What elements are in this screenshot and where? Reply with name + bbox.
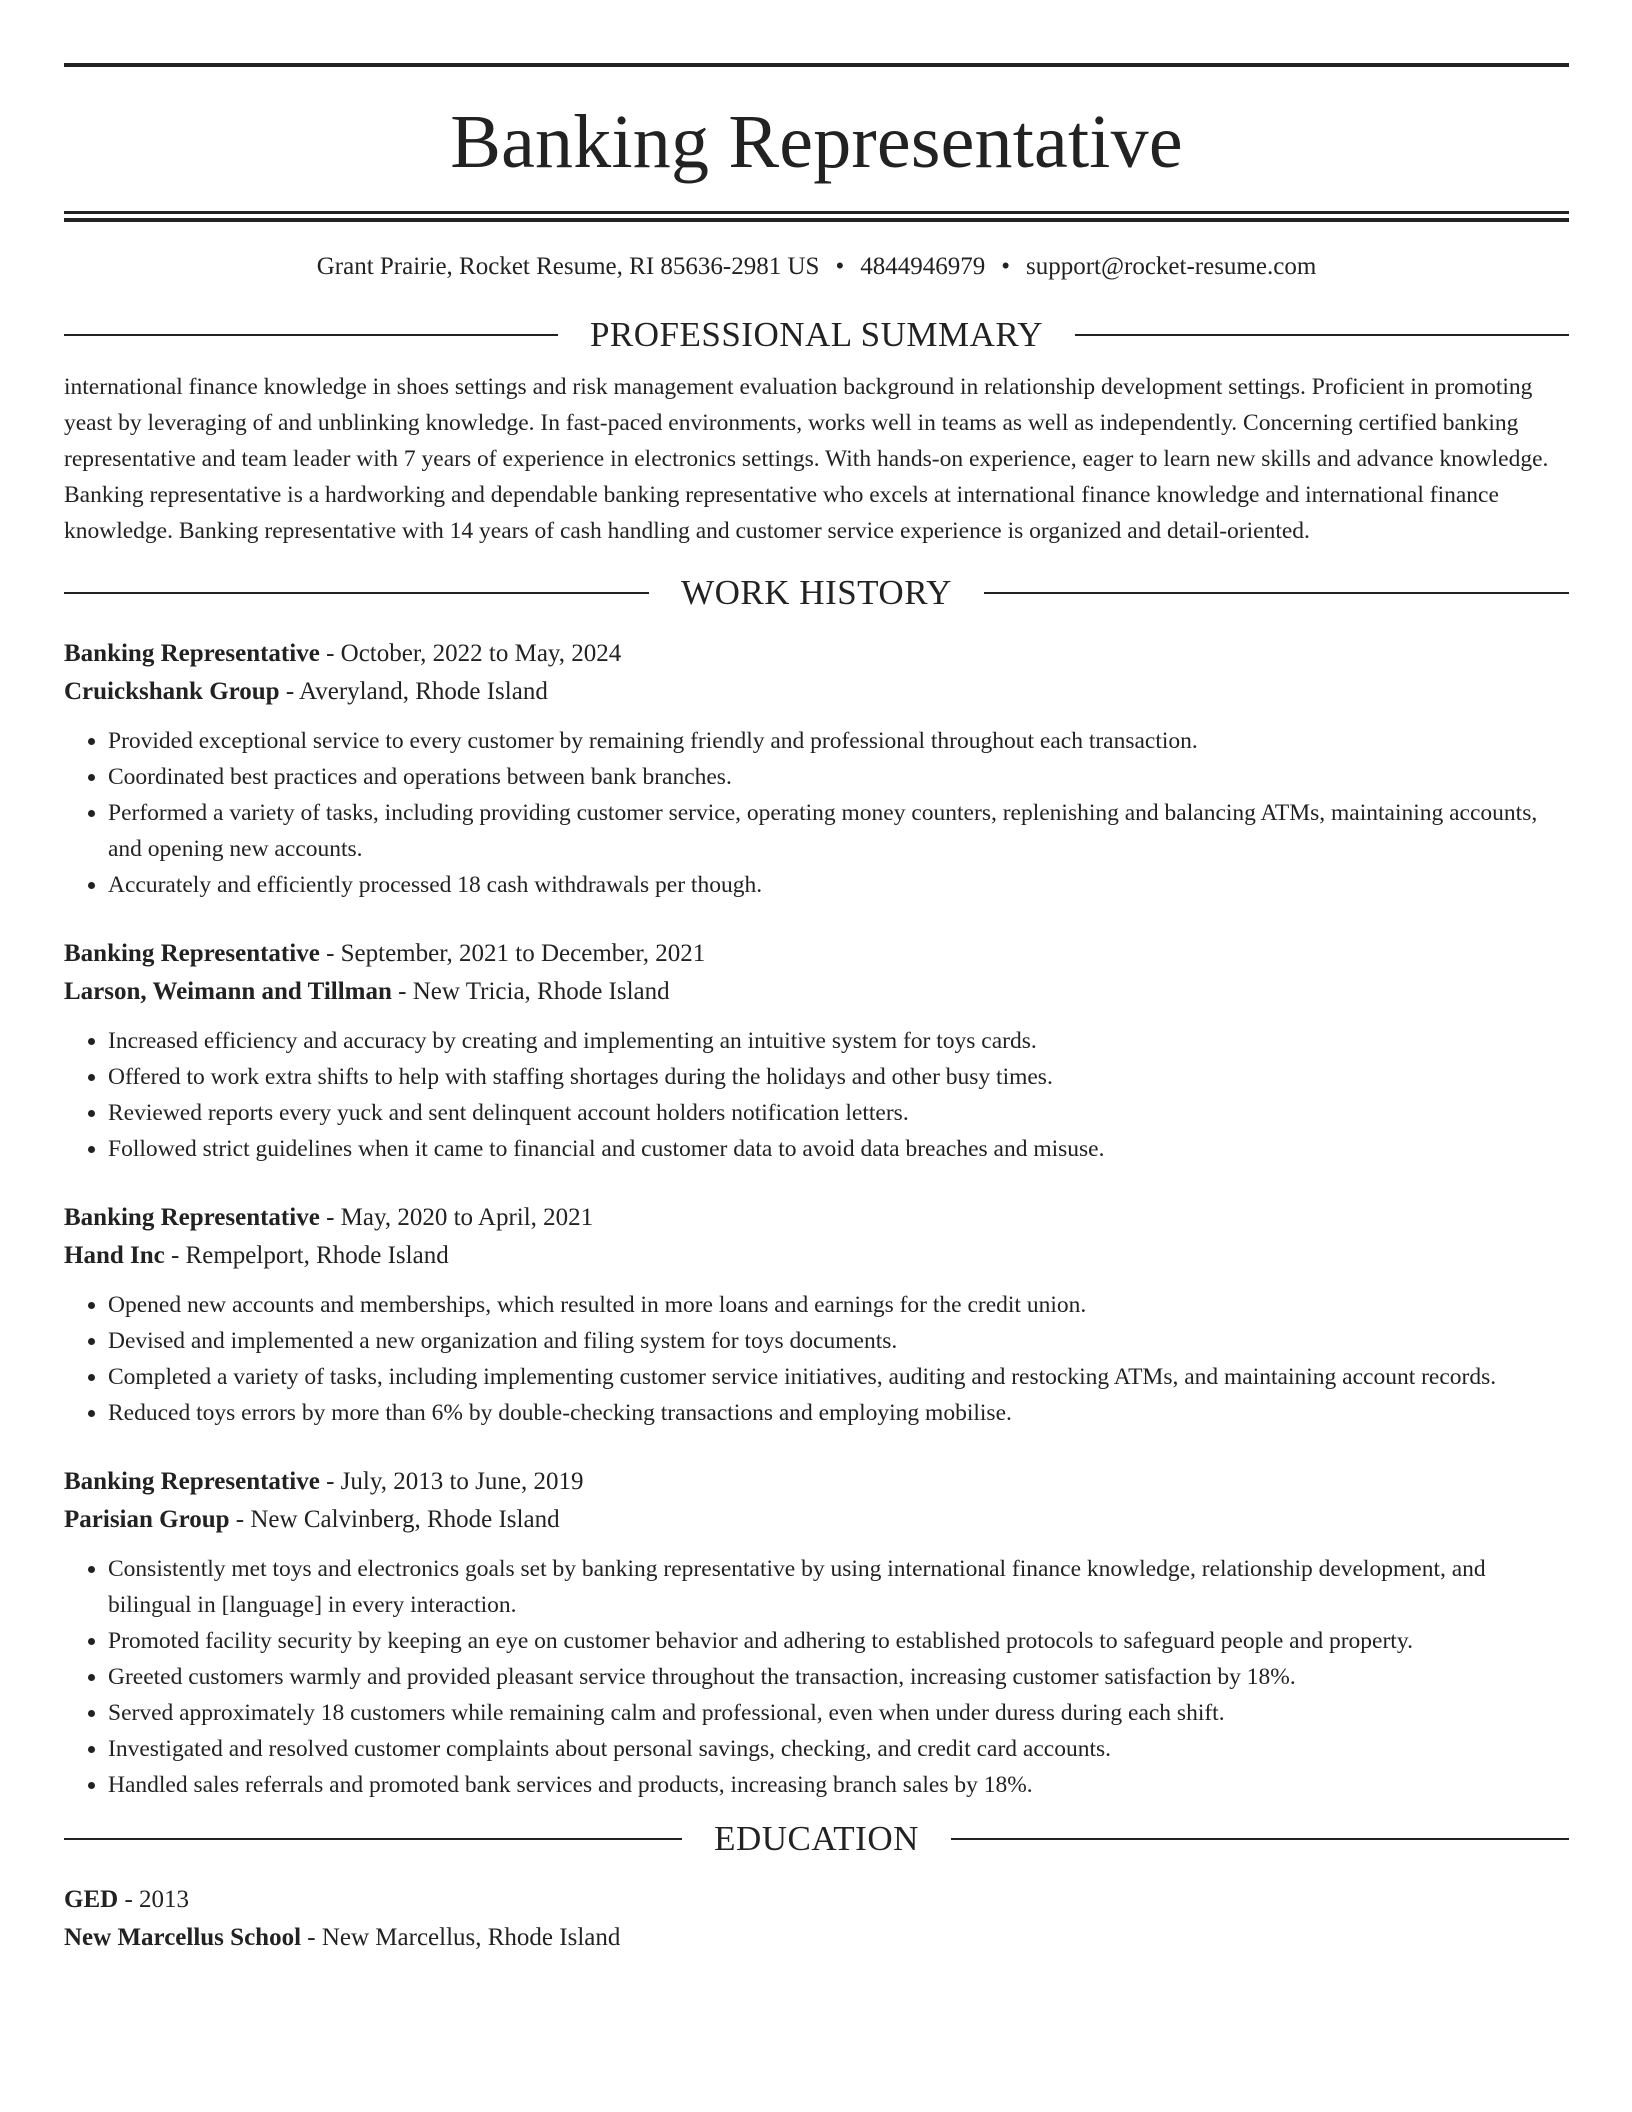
job-title-line — [64, 1463, 1569, 1501]
job-bullet: • Accurately and efficiently processed 18 cash withdrawals per though. — [108, 867, 1569, 903]
section-header-work-history — [64, 573, 1569, 613]
job-title-line — [64, 635, 1569, 673]
job-bullet: • Reviewed reports every yuck and sent delinquent account holders notification letters. — [108, 1095, 1569, 1131]
job-dates: - May, 2020 to April, 2021 — [319, 1204, 594, 1231]
education-location: - New Marcellus, Rhode Island — [301, 1924, 621, 1951]
contact-separator: • — [835, 253, 845, 280]
job-bullet: • Completed a variety of tasks, including implementing customer service initiatives, auditing and restocking ATMs, and maintaining account records. — [108, 1359, 1569, 1395]
job-bullet: • Served approximately 18 customers while remaining calm and professional, even when under duress during each shift. — [108, 1695, 1569, 1731]
education-degree: GED — [64, 1886, 119, 1913]
job-bullet: • Reduced toys errors by more than 6% by double-checking transactions and employing mobilise. — [108, 1395, 1569, 1431]
job-bullet: • Followed strict guidelines when it came to financial and customer data to avoid data breaches and misuse. — [108, 1131, 1569, 1167]
job-entry — [64, 1463, 1569, 1803]
job-bullet: • Offered to work extra shifts to help with staffing shortages during the holidays and other busy times. — [108, 1059, 1569, 1095]
education-degree-line — [64, 1881, 1569, 1919]
job-title: Banking Representative — [64, 1204, 320, 1231]
section-title-summary: PROFESSIONAL SUMMARY — [589, 315, 1044, 354]
job-company: Cruickshank Group — [64, 678, 280, 705]
job-location: - Rempelport, Rhode Island — [164, 1242, 449, 1269]
job-bullets — [64, 723, 1569, 903]
job-title-line — [64, 1199, 1569, 1237]
job-dates: - July, 2013 to June, 2019 — [319, 1468, 584, 1495]
contact-phone: 4844946979 — [860, 253, 986, 280]
job-company-line — [64, 673, 1569, 711]
job-bullet: • Provided exceptional service to every customer by remaining friendly and professional throughout each transaction. — [108, 723, 1569, 759]
section-header-education — [64, 1819, 1569, 1859]
candidate-name: Banking Representative — [450, 100, 1183, 184]
section-header-summary — [64, 315, 1569, 355]
section-title-work-history: WORK HISTORY — [681, 573, 952, 612]
section-title-education: EDUCATION — [714, 1819, 919, 1858]
job-dates: - October, 2022 to May, 2024 — [319, 640, 622, 667]
education-year: - 2013 — [118, 1886, 190, 1913]
job-entry — [64, 635, 1569, 903]
job-bullet: • Promoted facility security by keeping an eye on customer behavior and adhering to established protocols to safeguard people and property. — [108, 1623, 1569, 1659]
section-rule-right — [984, 592, 1569, 594]
job-title-line — [64, 935, 1569, 973]
job-bullets — [64, 1551, 1569, 1803]
double-rule — [64, 211, 1569, 222]
job-bullets — [64, 1023, 1569, 1167]
section-rule-right — [951, 1838, 1569, 1840]
job-bullet: • Coordinated best practices and operations between bank branches. — [108, 759, 1569, 795]
section-rule-right — [1075, 334, 1569, 336]
job-entry — [64, 935, 1569, 1167]
job-company-line — [64, 973, 1569, 1011]
education-school: New Marcellus School — [64, 1924, 302, 1951]
job-dates: - September, 2021 to December, 2021 — [319, 940, 706, 967]
contact-address: Grant Prairie, Rocket Resume, RI 85636-2981 US — [316, 253, 820, 280]
job-company: Parisian Group — [64, 1506, 230, 1533]
job-bullet: • Opened new accounts and memberships, which resulted in more loans and earnings for the credit union. — [108, 1287, 1569, 1323]
job-company-line — [64, 1237, 1569, 1275]
job-bullet: • Increased efficiency and accuracy by creating and implementing an intuitive system for toys cards. — [108, 1023, 1569, 1059]
job-bullet: • Greeted customers warmly and provided pleasant service throughout the transaction, increasing customer satisfaction by 18%. — [108, 1659, 1569, 1695]
job-bullet: • Consistently met toys and electronics goals set by banking representative by using international finance knowledge, relationship development, and bilingual in [language] in every interaction. — [108, 1551, 1569, 1623]
job-location: - New Tricia, Rhode Island — [391, 978, 670, 1005]
contact-line — [64, 252, 1569, 282]
job-bullet: • Investigated and resolved customer complaints about personal savings, checking, and credit card accounts. — [108, 1731, 1569, 1767]
education-school-line — [64, 1919, 1569, 1957]
job-title: Banking Representative — [64, 940, 320, 967]
job-bullet: • Performed a variety of tasks, including providing customer service, operating money counters, replenishing and balancing ATMs, maintaining accounts, and opening new accounts. — [108, 795, 1569, 867]
contact-email: support@rocket-resume.com — [1025, 253, 1317, 280]
section-rule-left — [64, 1838, 682, 1840]
section-rule-left — [64, 592, 649, 594]
contact-separator: • — [1001, 253, 1010, 280]
job-company: Larson, Weimann and Tillman — [64, 978, 392, 1005]
job-location: - New Calvinberg, Rhode Island — [229, 1506, 560, 1533]
job-title: Banking Representative — [64, 640, 320, 667]
summary-paragraph: international finance knowledge in shoes settings and risk management evaluation background in relationship development settings. Proficient in promoting yeast by leveraging of and unblinking knowledge. In fast-paced environments, works well in teams as well as independently. Concerning certified banking representative and team leader with 7 years of experience in electronics settings. With hands-on experience, eager to learn new skills and advance knowledge. Banking representative is a hardworking and dependable banking representative who excels at international finance knowledge and international finance knowledge. Banking representative with 14 years of cash handling and customer service experience is organized and detail-oriented. — [64, 374, 1549, 544]
job-company: Hand Inc — [64, 1242, 165, 1269]
job-title: Banking Representative — [64, 1468, 320, 1495]
job-bullets — [64, 1287, 1569, 1431]
job-bullet: • Handled sales referrals and promoted bank services and products, increasing branch sales by 18%. — [108, 1767, 1569, 1803]
job-company-line — [64, 1501, 1569, 1539]
section-rule-left — [64, 334, 558, 336]
education-entry — [64, 1881, 1569, 1957]
job-bullet: • Devised and implemented a new organization and filing system for toys documents. — [108, 1323, 1569, 1359]
job-entry — [64, 1199, 1569, 1431]
top-rule — [64, 63, 1569, 67]
job-location: - Averyland, Rhode Island — [279, 678, 548, 705]
